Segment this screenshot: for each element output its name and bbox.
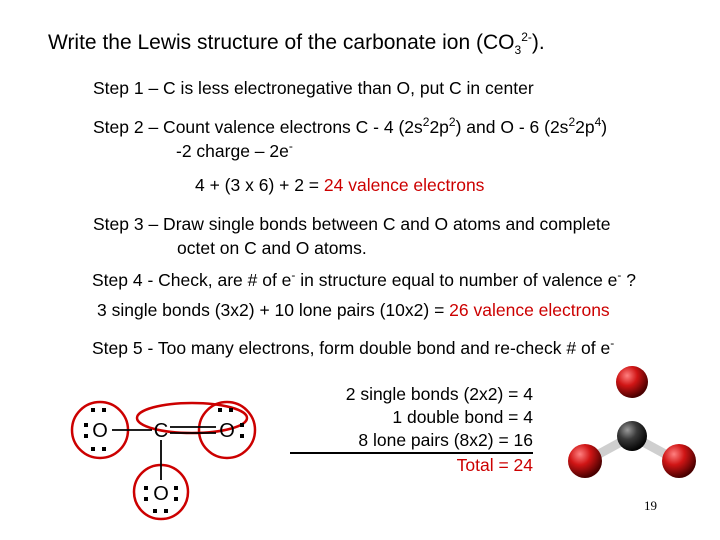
step-4-text: Step 4 - Check, are # of e — [92, 269, 292, 290]
step-4-sup: - — [291, 268, 296, 282]
model-oxygen-left — [568, 444, 602, 478]
step-2-text: 2p — [429, 116, 449, 137]
valence-sum — [195, 175, 484, 196]
step-2-sup: 2 — [448, 115, 456, 129]
step-2-text: ) and O - 6 (2s — [455, 116, 569, 137]
valence-sum-result: 24 valence electrons — [323, 175, 485, 195]
model-oxygen-right — [662, 444, 696, 478]
step-2-text: 2p — [575, 116, 595, 137]
step-2-text: Step 2 – Count valence electrons C - 4 (2s — [93, 116, 423, 137]
tally-row-lone-pairs: 8 lone pairs (8x2) = 16 — [358, 430, 533, 450]
step-4-sup: - — [617, 268, 622, 282]
step-2-line-2 — [176, 139, 293, 162]
step-2-sup: 2 — [422, 115, 430, 129]
tally-row-single-bonds: 2 single bonds (2x2) = 4 — [345, 384, 533, 404]
title-superscript: 2- — [521, 30, 532, 44]
step-5-text: Step 5 - Too many electrons, form double bond and re-check # of e — [92, 337, 611, 358]
atom-center: C — [153, 420, 169, 442]
carbonate-molecule-model — [560, 360, 705, 485]
single-bond-result: 26 valence electrons — [449, 300, 610, 320]
charge-sup: - — [288, 139, 293, 153]
step-2-sup: 2 — [568, 115, 576, 129]
charge-text: -2 charge – 2e — [176, 140, 289, 161]
step-3-line-1: Step 3 – Draw single bonds between C and O atoms and complete — [93, 214, 611, 234]
step-5 — [92, 336, 614, 359]
atom-right: O — [219, 420, 235, 442]
lewis-structure — [68, 398, 288, 528]
model-oxygen-top — [616, 366, 648, 398]
tally-total: Total = 24 — [290, 452, 533, 477]
title-text: Write the Lewis structure of the carbonate ion (CO — [48, 31, 515, 54]
step-4 — [92, 268, 636, 291]
model-carbon — [617, 421, 647, 451]
step-1: Step 1 – C is less electronegative than O, put C in center — [93, 78, 534, 98]
electron-tally — [290, 383, 533, 477]
title-subscript: 3 — [514, 43, 522, 58]
single-bond-expression: 3 single bonds (3x2) + 10 lone pairs (10x2) = — [97, 300, 450, 320]
step-4-text: ? — [621, 269, 637, 290]
single-bond-check — [97, 300, 610, 321]
valence-sum-expression: 4 + (3 x 6) + 2 = — [195, 175, 324, 195]
tally-row-double-bond: 1 double bond = 4 — [392, 407, 533, 427]
step-2-text: ) — [601, 116, 608, 137]
atom-left: O — [92, 420, 108, 442]
page-number: 19 — [644, 498, 657, 513]
slide-title — [48, 30, 545, 57]
title-suffix: ). — [531, 31, 545, 54]
step-5-sup: - — [610, 336, 615, 350]
step-2-sup: 4 — [594, 115, 602, 129]
atom-bottom: O — [153, 483, 169, 505]
step-4-text: in structure equal to number of valence e — [295, 269, 618, 290]
step-2-line-1 — [93, 115, 607, 138]
step-3-line-2: octet on C and O atoms. — [177, 238, 367, 258]
